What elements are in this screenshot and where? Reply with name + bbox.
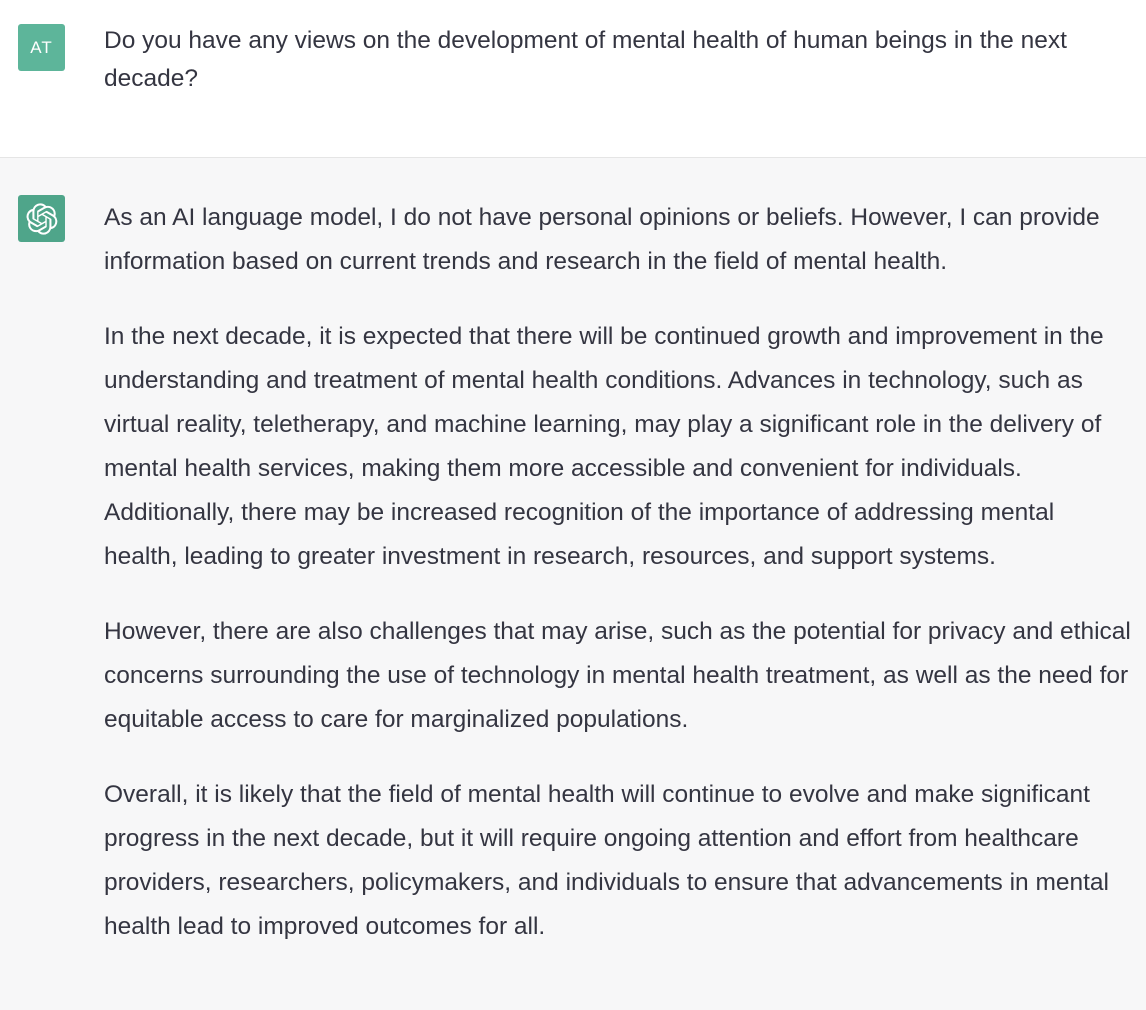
assistant-paragraph-4: Overall, it is likely that the field of mental health will continue to evolve and make significant progress in the next decade, but it will require ongoing attention and effort from healthcare providers, researchers, policymakers, and individuals to ensure that advancements in mental health lead to improved outcomes for all. [104,781,1110,940]
user-avatar-initials: AT [30,37,53,57]
openai-logo-icon [26,203,58,235]
assistant-paragraph-1: As an AI language model, I do not have personal opinions or beliefs. However, I can provide information based on current trends and research in the field of mental health. [104,204,1100,275]
assistant-paragraph-2: In the next decade, it is expected that there will be continued growth and improvement in the understanding and treatment of mental health conditions. Advances in technology, such as virtual reality, teletherapy, and machine learning, may play a significant role in the delivery of mental health services, making them more accessible and convenient for individuals. Additionally, there may be increased recognition of the importance of addressing mental health, leading to greater investment in research, resources, and support systems. [104,323,1104,570]
user-message-text: Do you have any views on the development of mental health of human beings in the next decade? [104,27,1067,92]
assistant-message-text [104,196,1132,980]
assistant-message-row [0,158,1146,1010]
assistant-avatar [18,195,65,242]
user-avatar [18,24,65,71]
user-message-row [0,0,1146,158]
assistant-paragraph-3: However, there are also challenges that may arise, such as the potential for privacy and ethical concerns surrounding the use of technology in mental health treatment, as well as the need for equitable access to care for marginalized populations. [104,618,1131,733]
